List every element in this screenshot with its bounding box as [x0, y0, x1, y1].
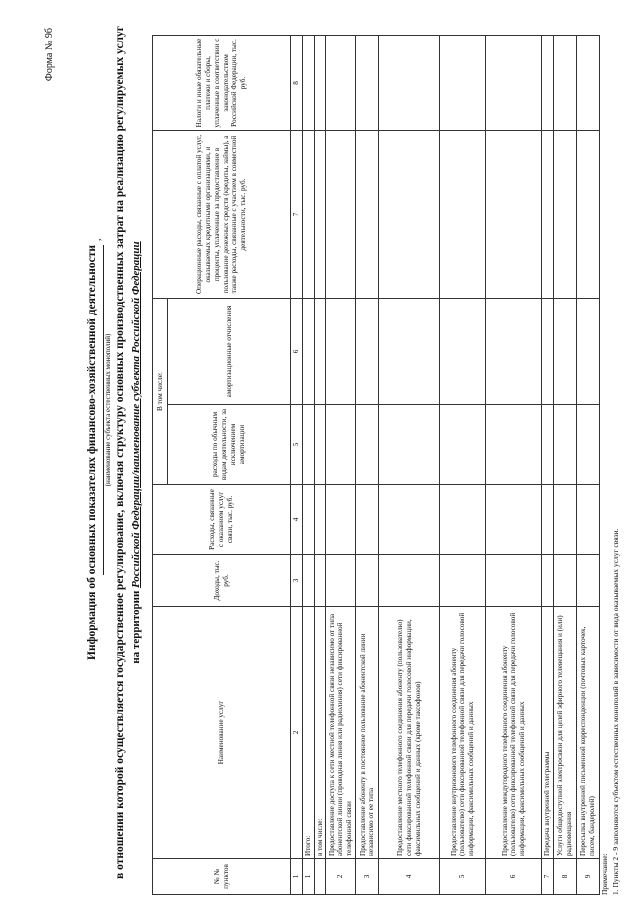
organization-name-note: (наименование субъекта естественных монополий): [104, 333, 112, 487]
column-index: 4: [291, 485, 303, 555]
row-number: 2: [326, 859, 356, 895]
header-expenses: Расходы, связанные с оказанием услуг связи, тыс. руб.: [153, 485, 291, 555]
value-cell: [486, 405, 542, 485]
value-cell: [486, 555, 542, 607]
value-cell: [356, 485, 379, 555]
value-cell: [302, 299, 314, 405]
column-index: 6: [291, 299, 303, 405]
table-row: [302, 36, 314, 895]
column-index: 3: [291, 555, 303, 607]
value-cell: [577, 299, 600, 405]
service-name: Предоставление доступа к сети местной телефонной связи независимо от типа абонентской линии (проводная линия или радиолиния) сети фиксированной телефонной связи: [326, 607, 356, 859]
column-index: 8: [291, 36, 303, 131]
value-cell: [440, 555, 486, 607]
row-number: 7: [542, 859, 554, 895]
value-cell: [486, 36, 542, 131]
value-cell: [440, 36, 486, 131]
table-row: [356, 36, 379, 895]
note-text: 1. Пункты 2 - 9 заполняются субъектом естественных монополий в зависимости от вида оказываемых услуг связи.: [611, 528, 620, 895]
value-cell: [542, 555, 554, 607]
value-cell: [554, 131, 577, 299]
header-including: В том числе:: [153, 299, 168, 485]
service-name: Итого:: [302, 607, 314, 859]
header-revenue: Доходы, тыс. руб.: [153, 555, 291, 607]
value-cell: [314, 299, 326, 405]
value-cell: [302, 131, 314, 299]
service-name: Предоставление местного телефонного соединения абоненту (пользователю) сети фиксированной телефонной связи для передачи голосовой информации, факсимильных сообщений и данных (кроме таксофонов): [379, 607, 440, 859]
row-number: 9: [577, 859, 600, 895]
header-taxes: Налоги и иные обязательные платежи и сборы, уплаченные в соответствии с законодательством Российской Федерации, тыс. руб.: [153, 36, 291, 131]
value-cell: [542, 485, 554, 555]
value-cell: [379, 485, 440, 555]
row-number: 5: [440, 859, 486, 895]
value-cell: [302, 36, 314, 131]
row-number: 4: [379, 859, 440, 895]
row-number: 6: [486, 859, 542, 895]
value-cell: [379, 555, 440, 607]
value-cell: [554, 405, 577, 485]
value-cell: [554, 485, 577, 555]
value-cell: [542, 405, 554, 485]
table-row: [542, 36, 554, 895]
value-cell: [314, 36, 326, 131]
value-cell: [379, 36, 440, 131]
table-row: [314, 36, 326, 895]
table-row: [486, 36, 542, 895]
value-cell: [314, 405, 326, 485]
value-cell: [379, 405, 440, 485]
form-subtitle: в отношении которой осуществляется государственное регулирование, включая структуру основных производственных затрат на реализацию регулируемых услуг: [114, 26, 126, 879]
value-cell: [577, 36, 600, 131]
table-row: [577, 36, 600, 895]
value-cell: [326, 555, 356, 607]
value-cell: [326, 36, 356, 131]
service-name: в том числе:: [314, 607, 326, 859]
territory-prefix: на территории: [130, 590, 142, 664]
value-cell: [577, 405, 600, 485]
header-depreciation: амортизационные отчисления: [168, 299, 291, 405]
header-ordinary-expenses: расходы по обычным видам деятельности, за исключением амортизации: [168, 405, 291, 485]
service-name: Предоставление абоненту в постоянное пользование абонентской линии независимо от ее типа: [356, 607, 379, 859]
value-cell: [542, 36, 554, 131]
territory-line: [130, 0, 142, 905]
service-name: Предоставление внутризонового телефонного соединения абоненту (пользователю) сети фиксированной телефонной связи для передачи голосовой информации, факсимильных сообщений и данных: [440, 607, 486, 859]
header-item-number: № № пунктов: [153, 859, 291, 895]
form-title: Информация об основных показателях финансово-хозяйственной деятельности: [86, 245, 98, 660]
service-name: Передача внутренней телеграммы: [542, 607, 554, 859]
row-number: 3: [356, 859, 379, 895]
value-cell: [326, 299, 356, 405]
table-row: [379, 36, 440, 895]
header-service-name: Наименование услуг: [153, 607, 291, 859]
value-cell: [554, 555, 577, 607]
value-cell: [326, 131, 356, 299]
table-row: [326, 36, 356, 895]
value-cell: [302, 555, 314, 607]
column-index-row: [291, 36, 303, 895]
value-cell: [302, 405, 314, 485]
indicators-table: [152, 35, 600, 895]
value-cell: [542, 299, 554, 405]
value-cell: [356, 131, 379, 299]
value-cell: [486, 299, 542, 405]
value-cell: [326, 405, 356, 485]
value-cell: [542, 131, 554, 299]
value-cell: [486, 131, 542, 299]
service-name: Предоставление междугородного телефонного соединения абоненту (пользователю) сети фиксированной телефонной связи для передачи голосовой информации, факсимильных сообщений и данных: [486, 607, 542, 859]
value-cell: [326, 485, 356, 555]
value-cell: [356, 405, 379, 485]
value-cell: [314, 485, 326, 555]
column-index: 7: [291, 131, 303, 299]
value-cell: [440, 405, 486, 485]
value-cell: [314, 555, 326, 607]
note-title: Примечание:: [600, 853, 609, 895]
row-number: 1: [302, 859, 314, 895]
value-cell: [314, 131, 326, 299]
value-cell: [577, 555, 600, 607]
row-number: [314, 859, 326, 895]
form-number: Форма № 9б: [44, 28, 55, 82]
value-cell: [577, 485, 600, 555]
value-cell: [440, 131, 486, 299]
table-row: [440, 36, 486, 895]
header-operating-expenses: Операционные расходы, связанные с оплатой услуг, оказываемых кредитными организациями, и проценты, уплаченные за предоставление в пользование денежных средств (кредиты, займы), а также расходы, связанные с участием в совместной деятельности, тыс. руб.: [153, 131, 291, 299]
service-name: Пересылка внутренней письменной корреспонденции (почтовых карточек, писем, бандеролей): [577, 607, 600, 859]
column-index: 1: [291, 859, 303, 895]
column-index: 5: [291, 405, 303, 485]
organization-line-comma: ,: [92, 238, 103, 241]
value-cell: [379, 299, 440, 405]
value-cell: [379, 131, 440, 299]
value-cell: [486, 485, 542, 555]
value-cell: [554, 299, 577, 405]
row-number: 8: [554, 859, 577, 895]
column-index: 2: [291, 607, 303, 859]
value-cell: [577, 131, 600, 299]
value-cell: [440, 299, 486, 405]
value-cell: [356, 36, 379, 131]
territory-name: Российской Федерации/наименование субъекта Российской Федерации: [130, 241, 142, 588]
service-name: Услуги общедоступной электросвязи для целей эфирного телевещания и (или) радиовещания: [554, 607, 577, 859]
table-row: [554, 36, 577, 895]
value-cell: [554, 36, 577, 131]
value-cell: [356, 555, 379, 607]
value-cell: [356, 299, 379, 405]
value-cell: [302, 485, 314, 555]
value-cell: [440, 485, 486, 555]
